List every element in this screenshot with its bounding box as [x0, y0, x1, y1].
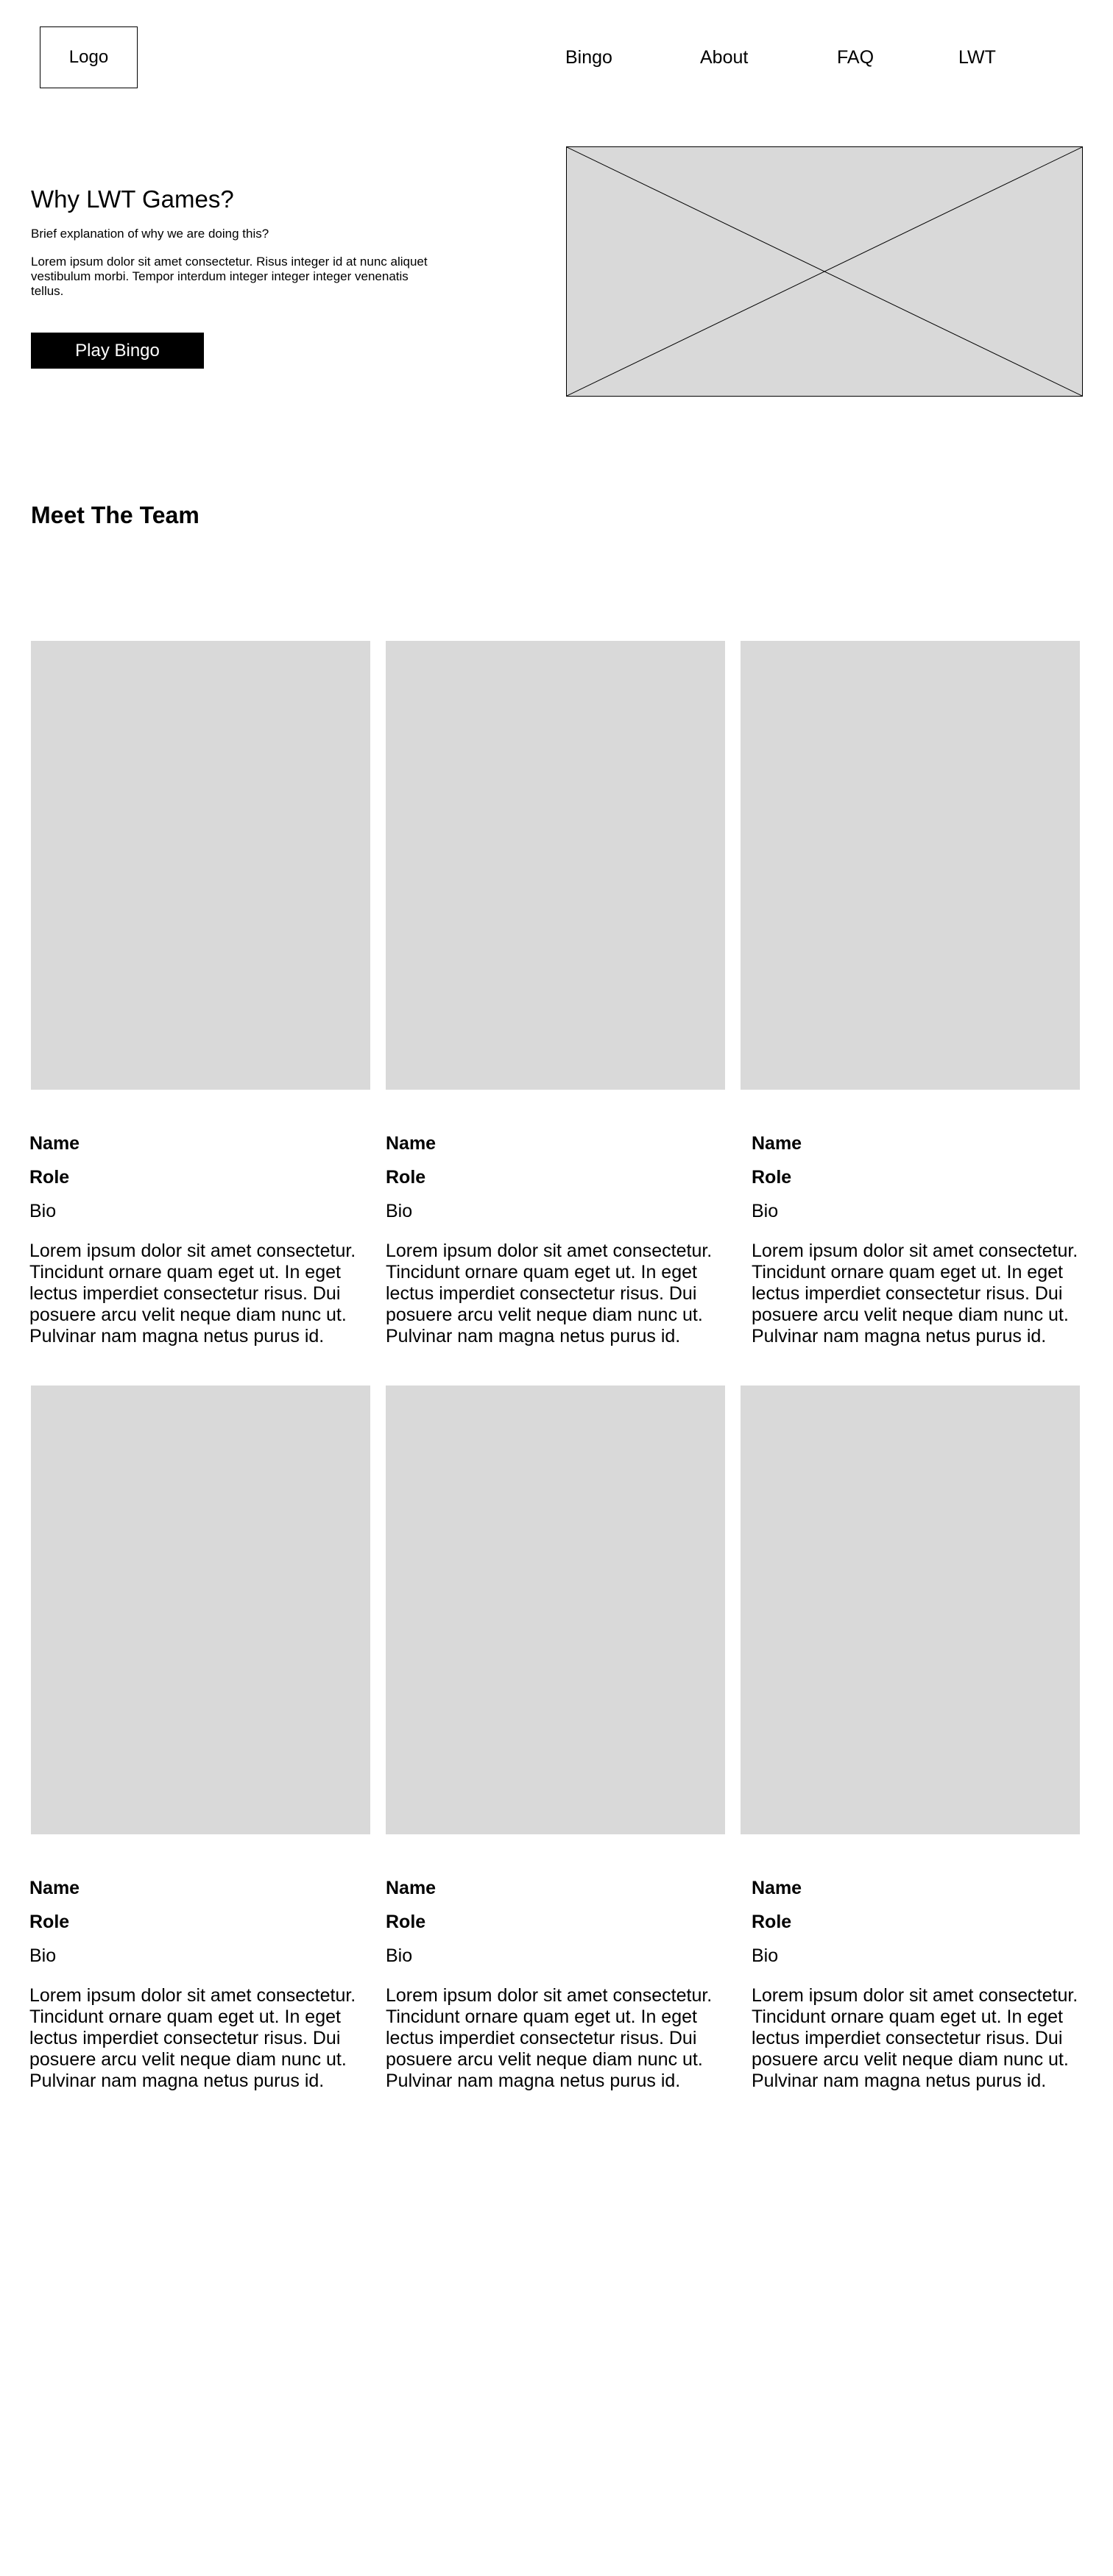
image-placeholder-icon [567, 147, 1082, 396]
member-card [752, 1876, 1098, 2092]
member-photo [386, 1385, 725, 1834]
member-bio: Lorem ipsum dolor sit amet consectetur. Tincidunt ornare quam eget ut. In eget lectus imperdiet consectetur risus. Dui posuere arcu velit neque diam nunc ut. Pulvinar nam magna netus purus id. [386, 1985, 713, 2091]
member-bio: Lorem ipsum dolor sit amet consectetur. Tincidunt ornare quam eget ut. In eget lectus imperdiet consectetur risus. Dui posuere arcu velit neque diam nunc ut. Pulvinar nam magna netus purus id. [752, 1241, 1078, 1346]
hero-image-placeholder [566, 146, 1083, 397]
logo[interactable] [40, 26, 138, 88]
member-name: Name [386, 1133, 437, 1154]
member-bio-label: Bio [752, 1201, 779, 1221]
member-bio: Lorem ipsum dolor sit amet consectetur. Tincidunt ornare quam eget ut. In eget lectus imperdiet consectetur risus. Dui posuere arcu velit neque diam nunc ut. Pulvinar nam magna netus purus id. [752, 1985, 1078, 2091]
member-role: Role [29, 1167, 70, 1188]
member-name: Name [752, 1133, 802, 1154]
nav-link-about[interactable]: About [700, 47, 749, 68]
logo-label: Logo [68, 47, 109, 67]
team-title: Meet The Team [31, 502, 199, 528]
member-bio: Lorem ipsum dolor sit amet consectetur. Tincidunt ornare quam eget ut. In eget lectus imperdiet consectetur risus. Dui posuere arcu velit neque diam nunc ut. Pulvinar nam magna netus purus id. [29, 1241, 356, 1346]
member-photo [31, 641, 370, 1090]
hero-title: Why LWT Games? [31, 185, 234, 213]
nav-link-bingo[interactable]: Bingo [565, 47, 612, 68]
member-name: Name [29, 1133, 80, 1154]
nav-link-faq[interactable]: FAQ [837, 47, 875, 68]
member-name: Name [29, 1878, 80, 1898]
nav-link-lwt[interactable]: LWT [958, 47, 996, 68]
member-role: Role [386, 1912, 426, 1932]
member-role: Role [386, 1167, 426, 1188]
member-bio: Lorem ipsum dolor sit amet consectetur. Tincidunt ornare quam eget ut. In eget lectus imperdiet consectetur risus. Dui posuere arcu velit neque diam nunc ut. Pulvinar nam magna netus purus id. [29, 1985, 356, 2091]
hero-subtitle: Brief explanation of why we are doing this? [31, 227, 269, 241]
member-name: Name [386, 1878, 437, 1898]
member-photo [31, 1385, 370, 1834]
member-bio-label: Bio [752, 1945, 779, 1966]
member-card [29, 1132, 375, 1347]
member-bio-label: Bio [29, 1201, 57, 1221]
member-role: Role [29, 1912, 70, 1932]
member-photo [386, 641, 725, 1090]
member-photo [741, 1385, 1080, 1834]
hero-body: Lorem ipsum dolor sit amet consectetur. Risus integer id at nunc aliquet vestibulum morbi. Tempor interdum integer integer integer venenatis tellus. [31, 255, 428, 298]
member-bio: Lorem ipsum dolor sit amet consectetur. Tincidunt ornare quam eget ut. In eget lectus imperdiet consectetur risus. Dui posuere arcu velit neque diam nunc ut. Pulvinar nam magna netus purus id. [386, 1241, 713, 1346]
member-card [752, 1132, 1098, 1347]
member-card [386, 1132, 732, 1347]
member-bio-label: Bio [29, 1945, 57, 1966]
member-card [29, 1876, 375, 2092]
member-role: Role [752, 1912, 792, 1932]
member-photo [741, 641, 1080, 1090]
member-bio-label: Bio [386, 1945, 413, 1966]
member-role: Role [752, 1167, 792, 1188]
member-name: Name [752, 1878, 802, 1898]
member-card [386, 1876, 732, 2092]
member-bio-label: Bio [386, 1201, 413, 1221]
play-bingo-button[interactable]: Play Bingo [31, 333, 204, 369]
